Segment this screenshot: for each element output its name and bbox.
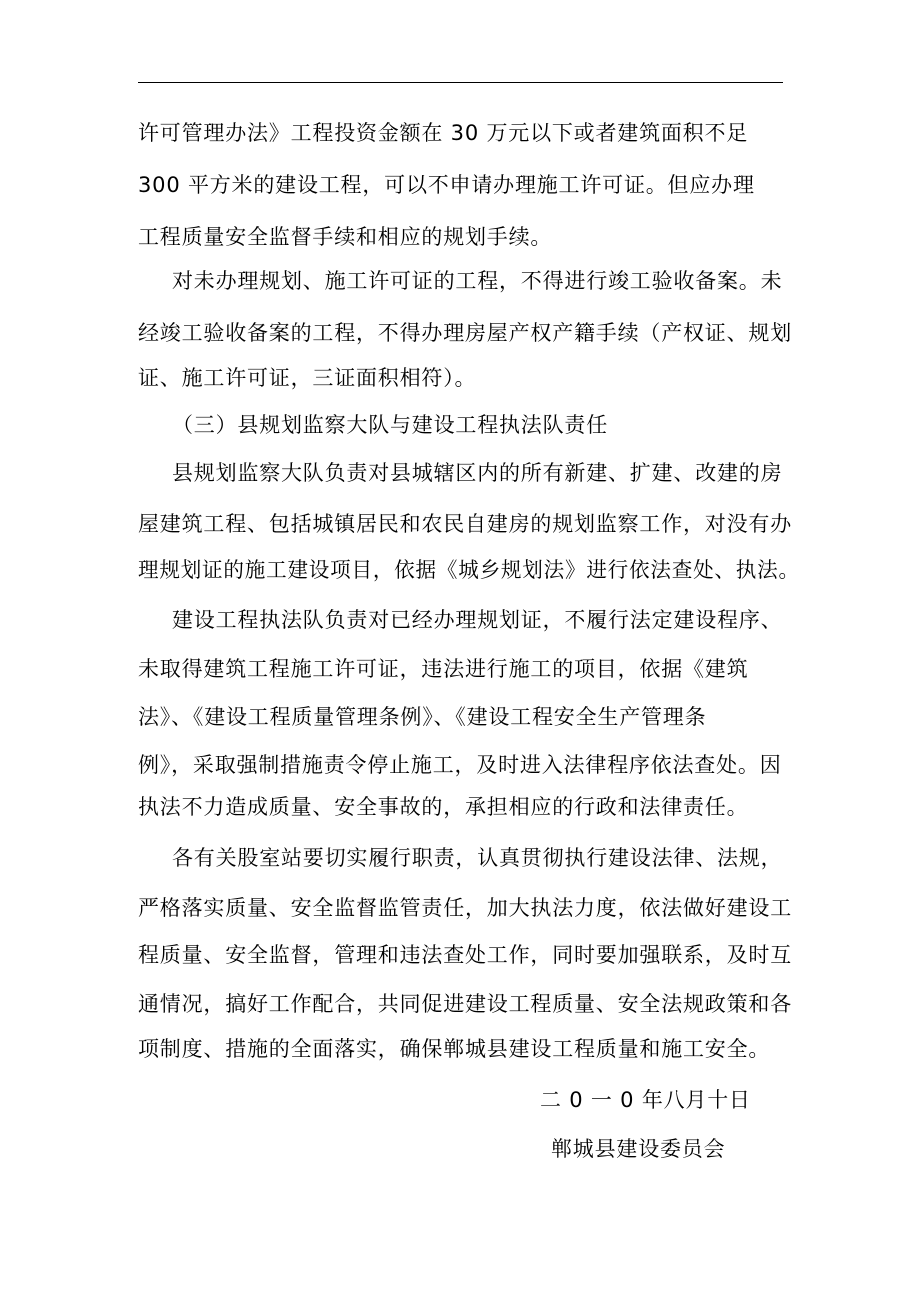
text-line: 证、施工许可证，三证面积相符）。 <box>138 366 477 390</box>
text-line: 经竣工验收备案的工程，不得办理房屋产权产籍手续（产权证、规划 <box>138 321 792 345</box>
text-line: 通情况，搞好工作配合，共同促进建设工程质量、安全法规政策和各 <box>138 992 792 1016</box>
section-heading: （三）县规划监察大队与建设工程执法队责任 <box>172 413 608 437</box>
text-line: 各有关股室站要切实履行职责，认真贯彻执行建设法律、法规， <box>172 846 783 870</box>
text-line: 例》，采取强制措施责令停止施工，及时进入法律程序依法查处。因 <box>138 753 782 777</box>
text-line: 未取得建筑工程施工许可证，违法进行施工的项目，依据《建筑 <box>138 657 749 681</box>
signature-date: 二 0 一 0 年八月十日 <box>540 1088 751 1112</box>
text-line: 严格落实质量、安全监督监管责任，加大执法力度，依法做好建设工 <box>138 896 792 920</box>
header-rule <box>138 82 783 83</box>
text-line: 工程质量安全监督手续和相应的规划手续。 <box>138 225 553 249</box>
text-line: 对未办理规划、施工许可证的工程，不得进行竣工验收备案。未 <box>172 269 783 293</box>
text-line: 程质量、安全监督，管理和违法查处工作，同时要加强联系，及时互 <box>138 943 792 967</box>
text-line: 法》、《建设工程质量管理条例》、《建设工程安全生产管理条 <box>138 705 707 729</box>
text-line: 执法不力造成质量、安全事故的，承担相应的行政和法律责任。 <box>138 795 749 819</box>
text-line: 许可管理办法》工程投资金额在 30 万元以下或者建筑面积不足 <box>138 121 749 145</box>
text-line: 屋建筑工程、包括城镇居民和农民自建房的规划监察工作，对没有办 <box>138 512 792 536</box>
signature-org: 郸城县建设委员会 <box>551 1137 726 1161</box>
text-line: 建设工程执法队负责对已经办理规划证，不履行法定建设程序、 <box>172 608 783 632</box>
text-line: 300 平方米的建设工程，可以不申请办理施工许可证。但应办理 <box>138 173 755 197</box>
text-line: 县规划监察大队负责对县城辖区内的所有新建、扩建、改建的房 <box>172 461 783 485</box>
text-line: 理规划证的施工建设项目，依据《城乡规划法》进行依法查处、执法。 <box>138 558 800 582</box>
text-line: 项制度、措施的全面落实，确保郸城县建设工程质量和施工安全。 <box>138 1037 771 1061</box>
